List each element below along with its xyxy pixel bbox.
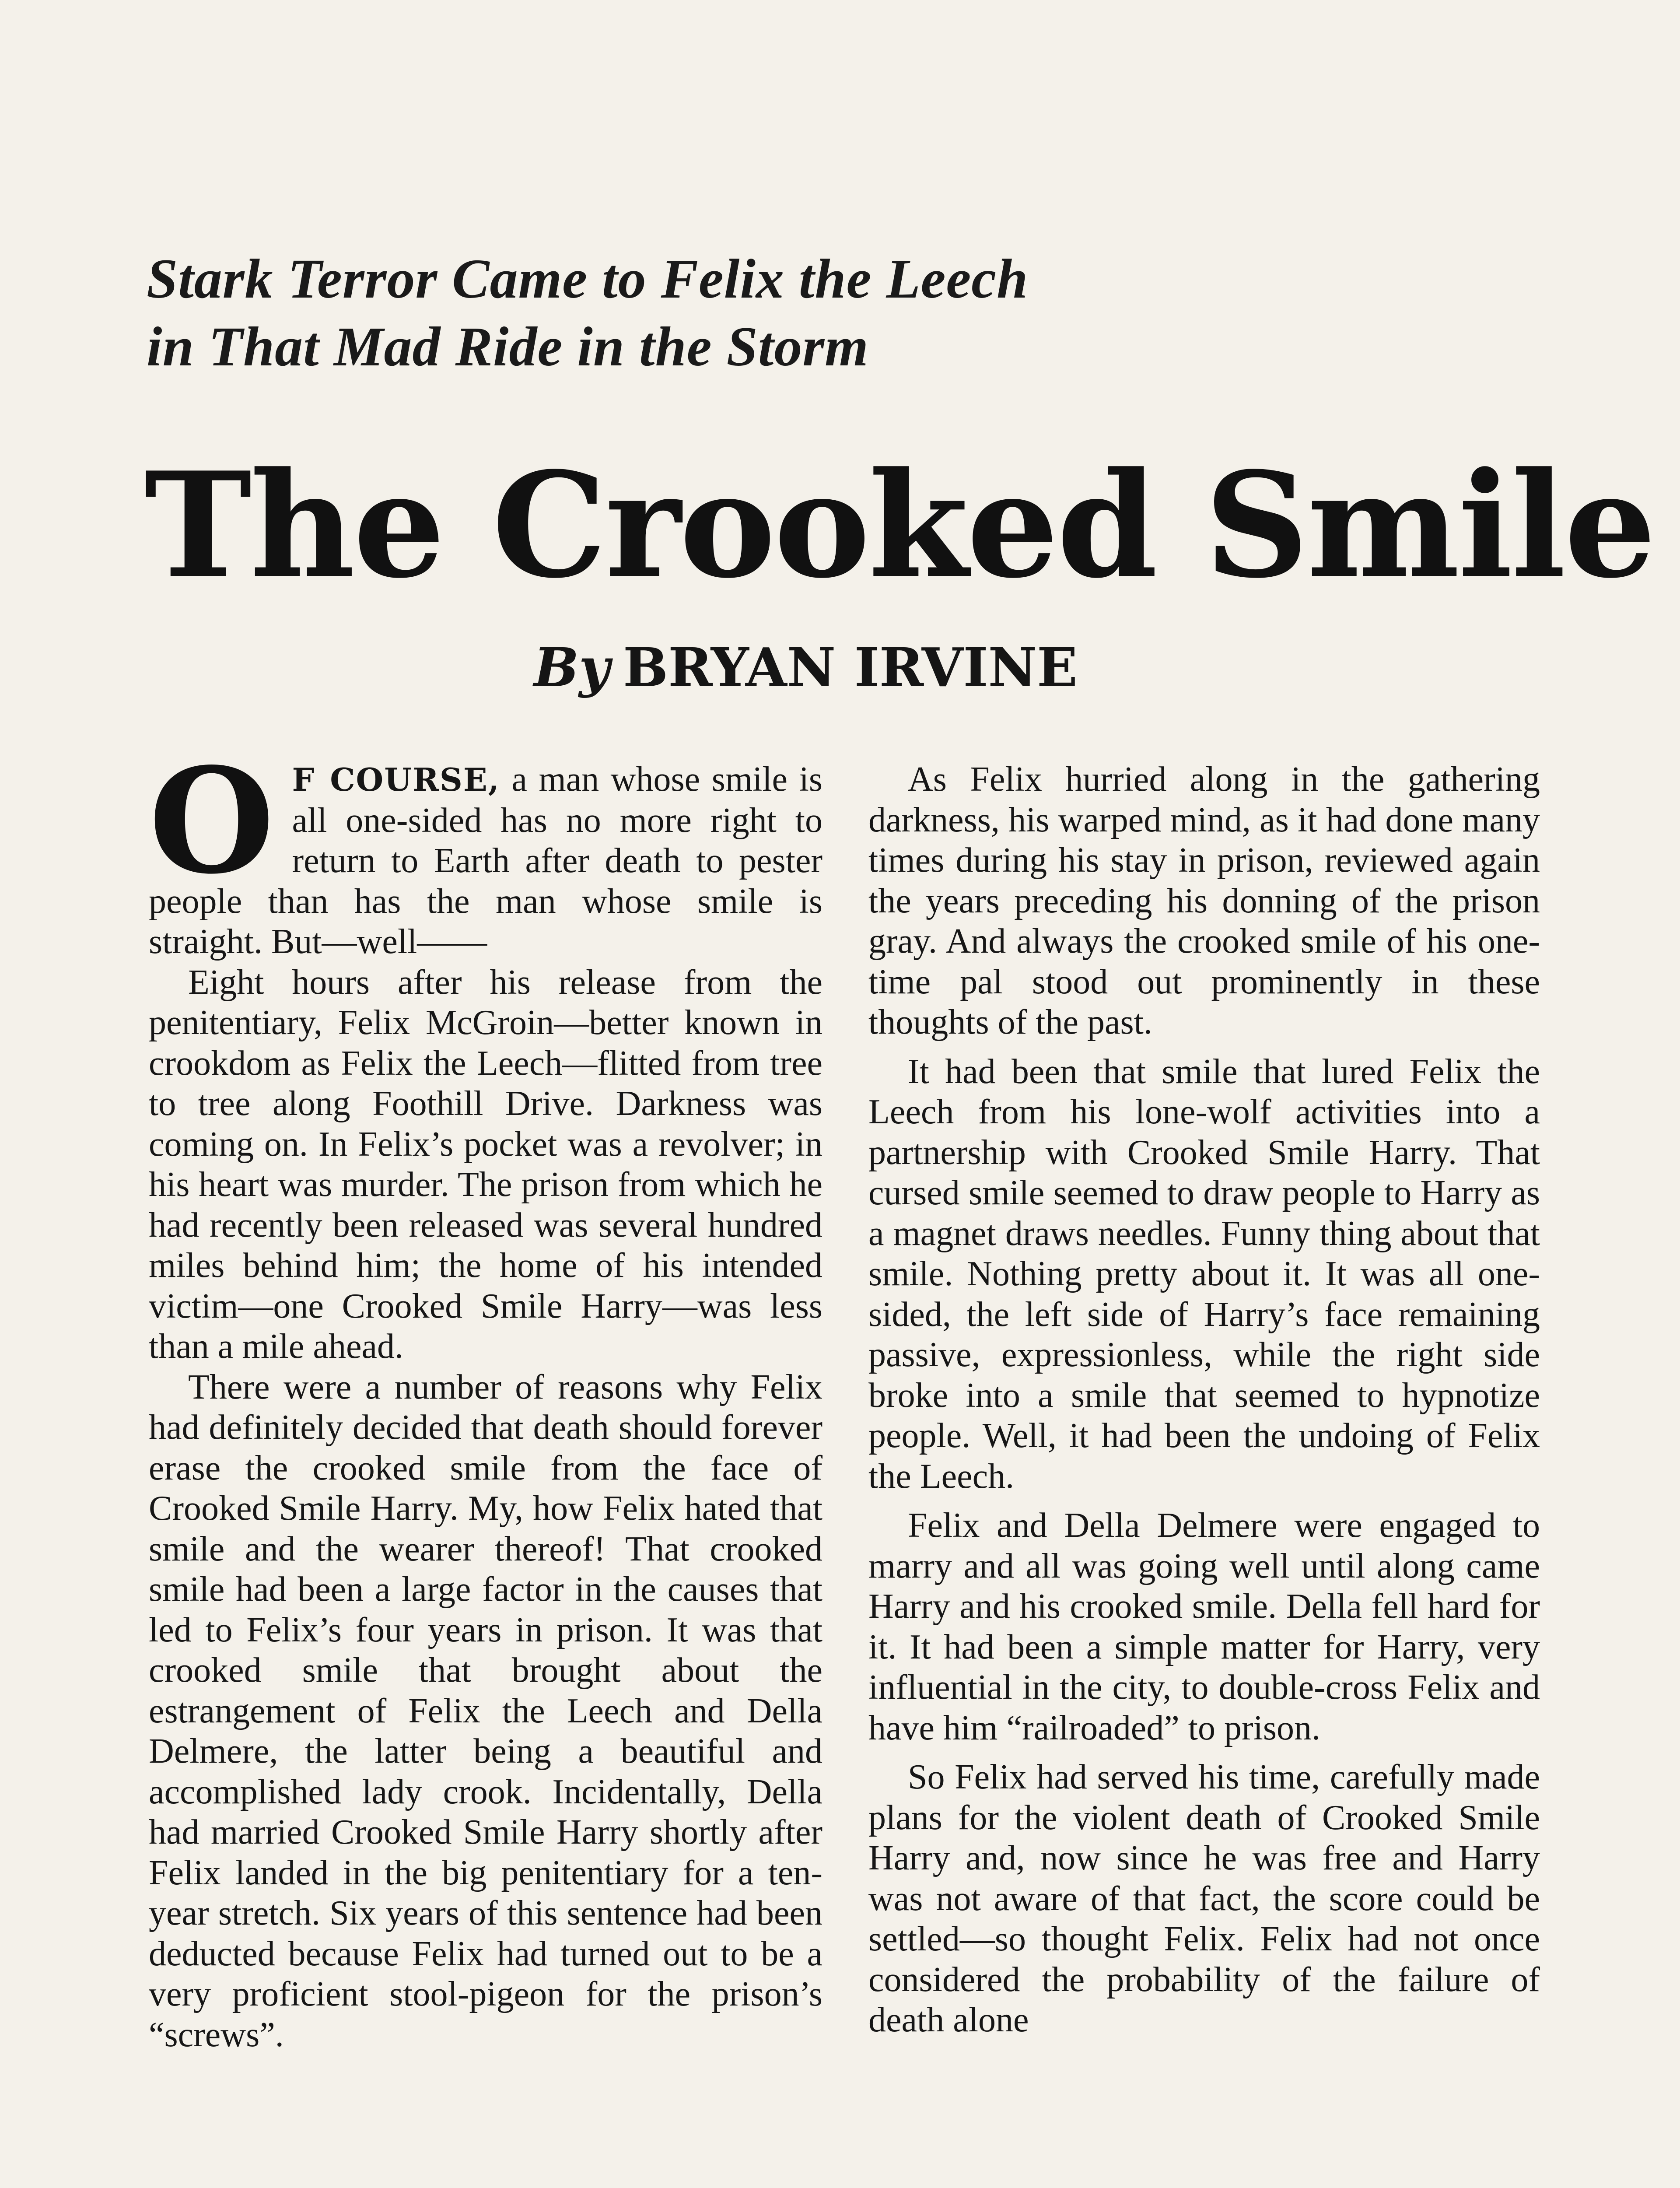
- story-deck: [147, 245, 1415, 381]
- story-title: The Crooked Smile: [144, 440, 1655, 610]
- right-column: [868, 759, 1540, 2049]
- deck-line-2: in That Mad Ride in the Storm: [147, 316, 869, 378]
- opening-paragraph: [149, 736, 822, 962]
- right-paragraph-1: As Felix hurried along in the gathering darkness, his warped mind, as it had done many times during his stay in prison, reviewed again the years preceding his donning of the prison gray. And always the crooked smile of his one-time pal stood out prominently in these thoughts of the past.: [868, 760, 1540, 1041]
- right-paragraph-2: It had been that smile that lured Felix the Leech from his lone-wolf activities into a partnership with Crooked Smile Harry. That cursed smile seemed to draw people to Harry as a magnet draws needles. Funny thing about that smile. Nothing pretty about it. It was all one-sided, the left side of Harry’s face remaining passive, expressionless, while the right side broke into a smile that seemed to hypnotize people. Well, it had been the undoing of Felix the Leech.: [868, 1052, 1540, 1496]
- byline: [534, 635, 1234, 700]
- left-column: [149, 736, 822, 2055]
- opening-paragraph-text: a man whose smile is all one-sided has no more right to return to Earth after death to pester people than has the man whose smile is straight. But—well——: [149, 760, 822, 961]
- byline-author: BRYAN IRVINE: [623, 636, 1078, 699]
- right-paragraph-4: So Felix had served his time, carefully made plans for the violent death of Crooked Smile Harry and, now since he was free and Harry was not aware of that fact, the score could be settled—so thought Felix. Felix had not once considered the probability of the failure of death alone: [868, 1758, 1540, 2039]
- left-paragraph-2: Eight hours after his release from the penitentiary, Felix McGroin—better known in crookdom as Felix the Leech—flitted from tree to tree along Foothill Drive. Darkness was coming on. In Felix’s pocket was a revolver; in his heart was murder. The prison from which he had recently been released was several hundred miles behind him; the home of his intended victim—one Crooked Smile Harry—was less than a mile ahead.: [149, 963, 822, 1366]
- byline-by: By: [534, 636, 610, 699]
- deck-line-1: Stark Terror Came to Felix the Leech: [147, 248, 1029, 310]
- drop-cap: O: [149, 736, 275, 906]
- lead-in: F COURSE,: [292, 761, 500, 798]
- left-paragraph-3: There were a number of reasons why Felix had definitely decided that death should forever erase the crooked smile from the face of Crooked Smile Harry. My, how Felix hated that smile and the wearer thereof! That crooked smile had been a large factor in the causes that led to Felix’s four years in prison. It was that crooked smile that brought about the estrangement of Felix the Leech and Della Delmere, the latter being a beautiful and accomplished lady crook. Incidentally, Della had married Crooked Smile Harry shortly after Felix landed in the big penitentiary for a ten-year stretch. Six years of this sentence had been deducted because Felix had turned out to be a very proficient stool-pigeon for the prison’s “screws”.: [149, 1368, 822, 2054]
- right-paragraph-3: Felix and Della Delmere were engaged to marry and all was going well until along came Harry and his crooked smile. Della fell hard for it. It had been a simple matter for Harry, very influential in the city, to double-cross Felix and have him “railroaded” to prison.: [868, 1506, 1540, 1747]
